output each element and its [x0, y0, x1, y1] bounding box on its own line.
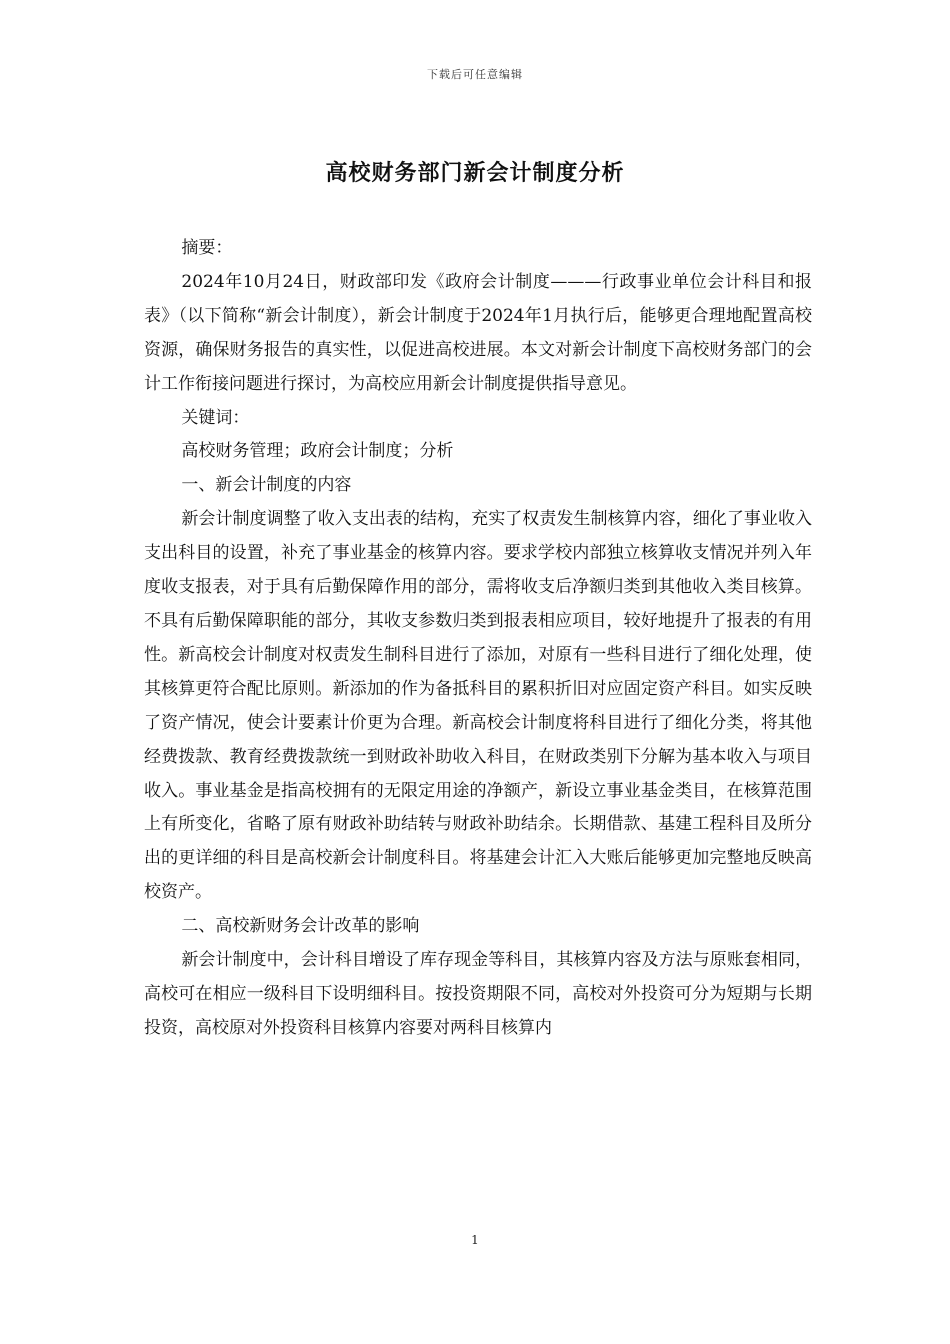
page-number: 1 [471, 1233, 479, 1247]
keywords-paragraph: 高校财务管理；政府会计制度；分析 [181, 441, 454, 462]
section-heading-2: 二、高校新财务会计改革的影响 [181, 916, 420, 937]
abstract-label: 摘要： [181, 238, 233, 258]
abstract-paragraph: 2024年10月24日，财政部印发《政府会计制度———行政事业单位会计科目和报表》（以下简称“新会计制度），新会计制度于2024年1月执行后，能够更合理地配置高校资源，确保财务报告的真实性，以促进高校进展。本文对新会计制度下高校财务部门的会计工作衔接问题进行探讨，为高校应用新会计制度提供指导意见。 [144, 271, 812, 394]
document-body [144, 232, 812, 1046]
section-heading-1: 一、新会计制度的内容 [181, 475, 352, 496]
header-note: 下载后可任意编辑 [427, 68, 523, 81]
document-title: 高校财务部门新会计制度分析 [325, 161, 625, 186]
section-2-paragraph: 新会计制度中，会计科目增设了库存现金等科目，其核算内容及方法与原账套相同，高校可在相应一级科目下设明细科目。按投资期限不同，高校对外投资可分为短期与长期投资，高校原对外投资科目核算内容要对两科目核算内 [144, 950, 812, 1038]
keywords-label: 关键词： [181, 407, 250, 428]
section-1-paragraph: 新会计制度调整了收入支出表的结构，充实了权责发生制核算内容，细化了事业收入支出科目的设置，补充了事业基金的核算内容。要求学校内部独立核算收支情况并列入年度收支报表，对于具有后勤保障作用的部分，需将收支后净额归类到其他收入类目核算。不具有后勤保障职能的部分，其收支参数归类到报表相应项目，较好地提升了报表的有用性。新高校会计制度对权责发生制科目进行了添加，对原有一些科目进行了细化处理，使其核算更符合配比原则。新添加的作为备抵科目的累积折旧对应固定资产科目。如实反映了资产情况，使会计要素计价更为合理。新高校会计制度将科目进行了细化分类，将其他经费拨款、教育经费拨款统一到财政补助收入科目，在财政类别下分解为基本收入与项目收入。事业基金是指高校拥有的无限定用途的净额产，新设立事业基金类目，在核算范围上有所变化，省略了原有财政补助结转与财政补助结余。长期借款、基建工程科目及所分出的更详细的科目是高校新会计制度科目。将基建会计汇入大账后能够更加完整地反映高校资产。 [144, 509, 812, 903]
